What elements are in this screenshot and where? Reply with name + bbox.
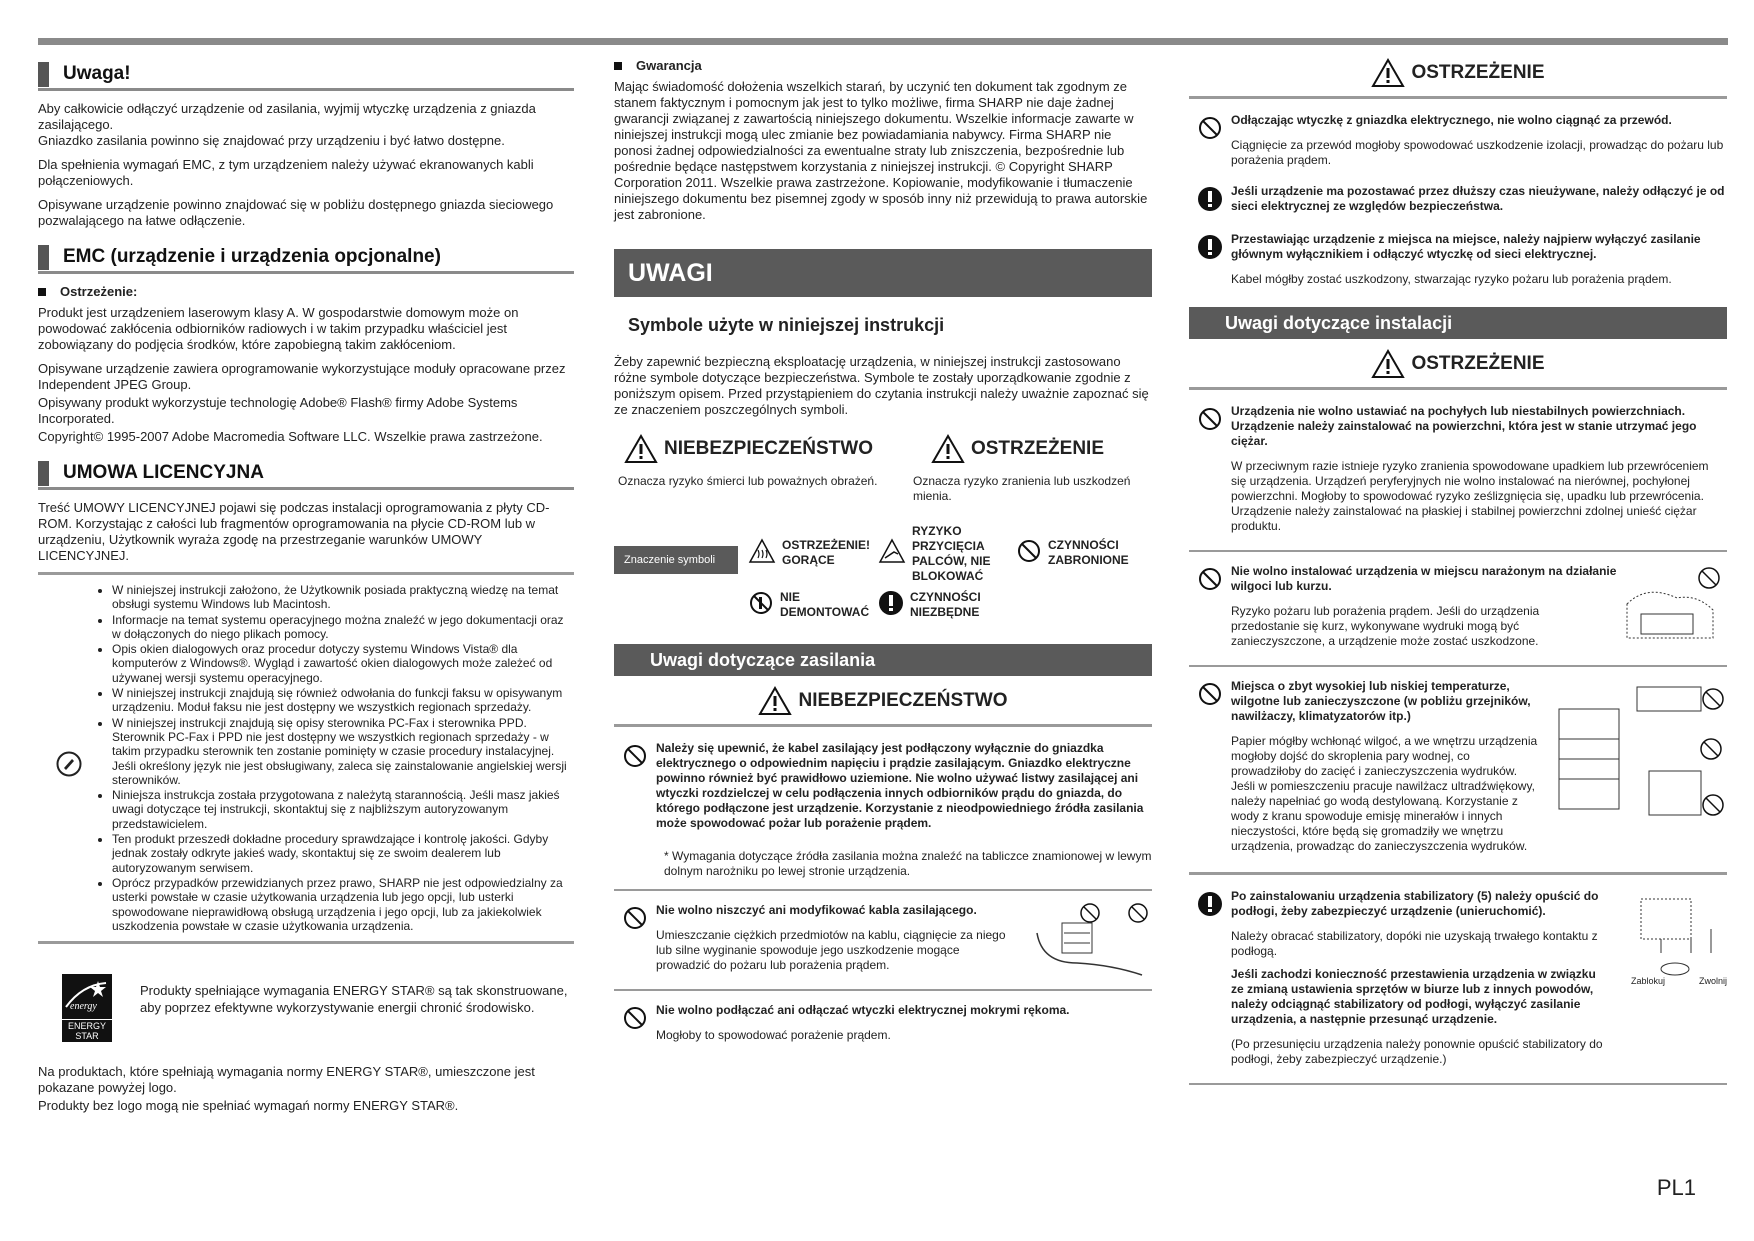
prohibited-icon (622, 1005, 648, 1031)
zasilania-item-2 (614, 897, 1152, 983)
ostrz-item-1 (1189, 107, 1727, 178)
prohibited-icon (1197, 406, 1223, 432)
section-heading-uwaga (38, 60, 574, 91)
emc-paragraph-2: Opisywane urządzenie zawiera oprogramowanie wykorzystujące moduły opracowane przez Independent JPEG Group. (38, 361, 566, 392)
heading-marker (38, 245, 49, 270)
warning-text: Kabel mógłby zostać uszkodzony, stwarzając ryzyko pożaru lub porażenia prądem. (1231, 272, 1672, 286)
symbol-meanings (614, 524, 1152, 620)
warning-bold-text: Odłączając wtyczkę z gniazdka elektrycznego, nie wolno ciągnąć za przewód. (1231, 113, 1672, 127)
prohibited-icon (1197, 566, 1223, 592)
warning-definition (883, 434, 1152, 504)
warning-text: Mogłoby to spowodować porażenie prądem. (656, 1028, 891, 1042)
heading-marker (38, 461, 49, 486)
danger-description: Oznacza ryzyko śmierci lub poważnych obrażeń. (618, 474, 878, 488)
warning-text: Papier mógłby wchłonąć wilgoć, a we wnętrzu urządzenia mogłoby dojść do skroplenia pary wodnej, co prowadziłoby do zacięć i zanieczyszczenia wydruków. Jeśli w pomieszczeniu pracuje nawilżacz ultradźwiękowy, należy napełniać go wodą destylowaną. Korzystanie z wody z kranu spowoduje emisję minerałów i innych nieczystości, które będą się gromadziły we wnętrzu urządzenia, prowadząc do zanieczyszczenia wydruków. (1231, 734, 1538, 853)
ostrz-item-2 (1189, 178, 1727, 226)
page-number: PL1 (1656, 1175, 1696, 1200)
warning-bold-text: Nie wolno niszczyć ani modyfikować kabla zasilającego. (656, 903, 977, 917)
ostrzezenie-subheading: Ostrzeżenie: (38, 284, 574, 299)
symbol-meaning-label: Znaczenie symboli (614, 546, 738, 574)
zasilania-item-3 (614, 997, 1152, 1053)
star-icon (62, 977, 112, 1017)
instal-item-4 (1189, 883, 1727, 1077)
warning-bold-text: Przestawiając urządzenie z miejsca na miejsce, należy najpierw wyłączyć zasilanie głównym wyłącznikiem i odłączyć wtyczkę od sieci elektrycznej. (1231, 232, 1701, 261)
gwarancja-subheading: Gwarancja (614, 58, 1152, 73)
warning-text: Ryzyko pożaru lub porażenia prądem. Jeśli do urządzenia przedostanie się kurz, wykonywane wydruki mogą być zanieczyszczone, a urządzenie może zostać uszkodzone. (1231, 604, 1540, 648)
emc-paragraph-1: Produkt jest urządzeniem laserowym klasy A. W gospodarstwie domowym może on powodować zakłócenia odbiorników radiowych i w takim przypadku właściciel jest zobowiązany do podjęcia środków, które zapobiegną takim zakłóceniom. (38, 305, 519, 352)
hot-surface-icon (748, 538, 776, 564)
list-item: • W niniejszej instrukcji znajdują się opisy sterownika PC-Fax i sterownika PPD. Sterownik PC-Fax i PPD nie jest dostępny we wszystkich regionach sprzedaży - w takim przypadku sterownik ten zostanie pominięty w czasie procedury instalacyjnej. Jeśli określony język nie jest obsługiwany, zaleca się zainstalowanie angielskiej wersji sterowników. (112, 716, 574, 787)
section-heading-emc (38, 243, 574, 274)
warning-bold-text: Po zainstalowaniu urządzenia stabilizatory (5) należy opuścić do podłogi, żeby zabezpieczyć urządzenie (unieruchomić). (1231, 889, 1599, 918)
warning-bold-text: Jeśli urządzenie ma pozostawać przez dłuższy czas nieużywane, należy odłączyć je od sieci elektrycznej ze względów bezpieczeństwa. (1231, 184, 1725, 213)
symbol-pinch: RYZYKO PRZYCIĘCIA PALCÓW, NIE BLOKOWAĆ (878, 524, 1016, 584)
warning-text: (Po przesunięciu urządzenia należy ponownie opuścić stabilizatory do podłogi, żeby zabezpieczyć urządzenie.) (1231, 1037, 1603, 1066)
warning-bold-text: Miejsca o zbyt wysokiej lub niskiej temperaturze, wilgotne lub zanieczyszczone (w pobliżu grzejników, nawilżaczy, klimatyzatorów itp.) (1231, 679, 1531, 723)
column-right (1189, 54, 1727, 1091)
warning-text: W przeciwnym razie istnieje ryzyko zranienia spowodowane upadkiem lub przewróceniem się urządzenia. Urządzeń peryferyjnych nie wolno instalować na nierównej, pochyłonej powierzchni. Mogłoby to spowodować ryzyko ześlizgnięcia się, upadku lub przewrócenia. Urządzenie należy zainstalować na płaskiej i stabilnej powierzchni zdolnej unieść ciężar produktu. (1231, 459, 1709, 533)
emc-paragraph-4: Copyright© 1995-2007 Adobe Macromedia Software LLC. Wszelkie prawa zastrzeżone. (38, 429, 543, 444)
uwaga-paragraph-1: Aby całkowicie odłączyć urządzenie od zasilania, wyjmij wtyczkę urządzenia z gniazda zasilającego. Gniazdko zasilania powinno się znajdować przy urządzeniu i być łatwo dostępne. (38, 101, 536, 148)
prohibited-icon (1197, 681, 1223, 707)
pinch-hazard-icon (878, 538, 906, 564)
zasilania-item-1 (614, 735, 1152, 843)
warning-bold-text: Nie wolno podłączać ani odłączać wtyczki elektrycznej mokrymi rękoma. (656, 1003, 1070, 1017)
energy-star-text: Produkty spełniające wymagania ENERGY STAR® są tak skonstruowane, aby poprzez efektywne wykorzystywanie energii chronić środowisko. (140, 983, 568, 1016)
prohibited-icon (1197, 115, 1223, 141)
mandatory-action-icon (1197, 891, 1223, 917)
heading-text: UMOWA LICENCYJNA (63, 462, 264, 483)
emc-paragraph-3: Opisywany produkt wykorzystuje technologię Adobe® Flash® firmy Adobe Systems Incorporated. (38, 395, 518, 426)
divider (1189, 387, 1727, 390)
dust-humidity-illustration (1617, 564, 1727, 648)
divider (614, 724, 1152, 727)
symbol-no-disassemble: NIE DEMONTOWAĆ (748, 590, 878, 620)
footnote: * Wymagania dotyczące źródła zasilania można znaleźć na tabliczce znamionowej w lewym dolnym narożniku po lewej stronie urządzenia. (664, 849, 1152, 878)
symbol-grid (748, 524, 1140, 620)
lock-label: Zablokuj (1631, 976, 1666, 986)
warning-triangle-icon (1371, 349, 1405, 379)
heading-marker (38, 62, 49, 87)
divider (38, 941, 574, 944)
symbole-title: Symbole użyte w niniejszej instrukcji (628, 315, 945, 335)
symbol-hot: OSTRZEŻENIE! GORĄCE (748, 538, 878, 584)
list-item: • W niniejszej instrukcji założono, że Użytkownik posiada praktyczną wiedzę na temat obsługi systemu Windows lub Macintosh. (112, 583, 574, 612)
instal-item-2 (1189, 558, 1727, 659)
divider (1189, 1083, 1727, 1085)
divider (614, 889, 1152, 891)
warning-label: OSTRZEŻENIE (970, 438, 1104, 459)
mandatory-action-icon (878, 590, 904, 616)
notes-block (38, 583, 574, 933)
prohibited-icon (622, 905, 648, 931)
divider (1189, 96, 1727, 99)
symbol-mandatory: CZYNNOŚCI NIEZBĘDNE (878, 590, 1016, 620)
heading-text: Uwaga! (63, 63, 131, 84)
energy-star-logo (62, 974, 112, 1042)
release-label: Zwolnij (1698, 976, 1727, 986)
uwaga-paragraph-3: Opisywane urządzenie powinno znajdować się w pobliżu dostępnego gniazda sieciowego pozwalającego na łatwe odłączenie. (38, 197, 554, 228)
energy-paragraph-2: Produkty bez logo mogą nie spełniać wymagań normy ENERGY STAR®. (38, 1098, 459, 1114)
divider (38, 572, 574, 575)
divider (1189, 872, 1727, 875)
instalacji-banner: Uwagi dotyczące instalacji (1189, 307, 1727, 339)
warning-bold-text: Jeśli zachodzi konieczność przestawienia urządzenia w związku ze zmianą ustawienia sprzętów w biurze lub z innych powodów, należy odciągnąć stabilizatory od podłogi, wyłączyć zasilanie urządzenia, a następnie przesunąć urządzenie. (1231, 967, 1596, 1026)
prohibited-icon (622, 743, 648, 769)
heading-text: EMC (urządzenie i urządzenia opcjonalne) (63, 246, 441, 267)
divider (614, 989, 1152, 991)
column-middle (614, 54, 1152, 1053)
warning-triangle-icon (1371, 58, 1405, 88)
list-item: • Opis okien dialogowych oraz procedur dotyczy systemu Windows Vista® dla komputerów z Windows®. Wygląd i zawartość okien dialogowych może zależeć od używanej wersji systemu operacyjnego. (112, 642, 574, 685)
warning-bold-text: Urządzenia nie wolno ustawiać na pochyłych lub niestabilnych powierzchniach. Urządzenie należy zainstalować na powierzchni, która jest w stanie utrzymać jego ciężar. (1231, 404, 1697, 448)
stabilizer-drawing (1631, 889, 1727, 985)
danger-label: NIEBEZPIECZEŃSTWO (663, 438, 873, 459)
mandatory-action-icon (1197, 186, 1223, 212)
warning-text: Ciągnięcie za przewód mogłoby spowodować uszkodzenie izolacji, prowadząc do pożaru lub porażenia prądem. (1231, 138, 1724, 167)
damaged-cable-illustration (1032, 903, 1152, 979)
list-item: • Oprócz przypadków przewidzianych przez prawo, SHARP nie jest odpowiedzialny za usterki powstałe w czasie użytkowania urządzenia lub jego opcji, lub usterki spowodowane nieprawidłową obsługą urządzenia i jego opcji, lub za jakiekolwiek uszkodzenia powstałe w czasie użytkowania urządzenia. (112, 876, 574, 933)
list-item: • Niniejsza instrukcja została przygotowana z należytą starannością. Jeśli masz jakieś uwagi dotyczące tej instrukcji, skontaktuj się z najbliższym autoryzowanym przedstawicielem. (112, 788, 574, 831)
gwarancja-paragraph: Mając świadomość dołożenia wszelkich starań, by uczynić ten dokument tak zgodnym ze stanem faktycznym i pomocnym jak jest to tylko możliwe, firma SHARP nie daje żadnej gwarancji związanej z zawartością niniejszego dokumentu. Wszelkie informacje zawarte w niniejszej instrukcji mogą ulec zmianie bez powiadamiania nabywcy. Firma SHARP nie ponosi żadnej odpowiedzialności za ewentualne straty lub zniszczenia, bezpośrednie lub pośrednie będące następstwem korzystania z niniejszej instrukcji. © Copyright SHARP Corporation 2011. Wszelkie prawa zastrzeżone. Kopiowanie, modyfikowanie i tłumaczenie niniejszego dokumentu bez pisemnej zgody w sposób inny niż przewidują to prawa autorskie jest zabronione. (614, 79, 1148, 222)
warning-description: Oznacza ryzyko zranienia lub uszkodzeń mienia. (913, 474, 1131, 503)
warning-bold-text: Należy się upewnić, że kabel zasilający jest podłączony wyłącznie do gniazdka elektrycznego o odpowiednim napięciu i prądzie zasilającym. Gniazdko elektryczne powinno również być prawidłowo uziemione. Nie wolno używać listwy zasilającej ani wtyczki rozdzielczej w celu podłączenia innych odbiorników prądu do gniazda, do którego podłączone jest urządzenie. Korzystanie z nieodpowiedniego źródła zasilania może spowodować pożar lub porażenie prądem. (656, 741, 1144, 830)
note-pencil-icon (56, 751, 82, 777)
energy-star-logo-text: ENERGY STAR (62, 1019, 112, 1042)
symbole-paragraph: Żeby zapewnić bezpieczną eksploatację urządzenia, w niniejszej instrukcji zastosowano różne symbole dotyczące bezpieczeństwa. Symbole te zostały uporządkowanie zgodnie z poniższym opisem. Przed przystąpieniem do czytania instrukcji należy uważnie zapoznać się ze znaczeniem poszczególnych symboli. (614, 354, 1149, 417)
svg-text:energy: energy (70, 1001, 97, 1013)
instal-item-3 (1189, 673, 1727, 864)
top-rule (38, 38, 1728, 45)
warning-text: Umieszczanie ciężkich przedmiotów na kablu, ciągnięcie za niego lub silne wyginanie spowoduje jego uszkodzenie mogące prowadzić do pożaru lub porażenia prądem. (656, 928, 1006, 972)
list-item: • Ten produkt przeszedł dokładne procedury sprawdzające i kontrolę jakości. Gdyby jednak zostały odkryte jakieś wady, skontaktuj się ze swoim dealerem lub autoryzowanym serwisem. (112, 832, 574, 875)
instal-item-1 (1189, 398, 1727, 544)
list-item: • Informacje na temat systemu operacyjnego można znaleźć w jego dokumentacji oraz w dołączonych do niego plikach pomocy. (112, 613, 574, 642)
stabilizer-illustration (1631, 889, 1727, 1075)
zasilania-danger-title: NIEBEZPIECZEŃSTWO (614, 686, 1152, 716)
prohibited-icon (1016, 538, 1042, 564)
list-item: • W niniejszej instrukcji znajdują się również odwołania do funkcji faksu w opisywanym urządzeniu. Moduł faksu nie jest dostępny we wszystkich regionach sprzedaży. (112, 686, 574, 715)
notes-list (38, 583, 574, 933)
zasilania-banner: Uwagi dotyczące zasilania (614, 644, 1152, 676)
divider (1189, 665, 1727, 667)
symbol-prohibited: CZYNNOŚCI ZABRONIONE (1016, 538, 1140, 584)
uwaga-paragraph-2: Dla spełnienia wymagań EMC, z tym urządzeniem należy używać ekranowanych kabli połączeniowych. (38, 157, 534, 188)
temperature-environment-illustration (1553, 679, 1727, 829)
ostrzezenie-title: OSTRZEŻENIE (1189, 58, 1727, 88)
no-disassemble-icon (748, 590, 774, 616)
energy-star-block (38, 974, 574, 1042)
symbol-definitions (614, 434, 1152, 504)
divider (1189, 550, 1727, 552)
warning-text: Należy obracać stabilizatory, dopóki nie uzyskają trwałego kontaktu z podłogą. (1231, 929, 1598, 958)
column-left (38, 54, 574, 1122)
warning-triangle-icon (758, 686, 792, 716)
warning-triangle-icon (931, 434, 965, 464)
danger-definition (614, 434, 883, 504)
instalacji-warning-title: OSTRZEŻENIE (1189, 349, 1727, 379)
section-heading-umowa (38, 459, 574, 490)
warning-triangle-icon (624, 434, 658, 464)
energy-paragraph-1: Na produktach, które spełniają wymagania normy ENERGY STAR®, umieszczone jest pokazane powyżej logo. (38, 1064, 535, 1096)
mandatory-action-icon (1197, 234, 1223, 260)
ostrz-item-3 (1189, 226, 1727, 297)
umowa-paragraph: Treść UMOWY LICENCYJNEJ pojawi się podczas instalacji oprogramowania z płyty CD-ROM. Korzystając z całości lub fragmentów oprogramowania na płycie CD-ROM lub w urządzeniu, Użytkownik wyraża zgodę na przestrzeganie warunków UMOWY LICENCYJNEJ. (38, 500, 550, 563)
warning-bold-text: Nie wolno instalować urządzenia w miejscu narażonym na działanie wilgoci lub kurzu. (1231, 564, 1617, 593)
uwagi-banner: UWAGI (614, 249, 1152, 297)
